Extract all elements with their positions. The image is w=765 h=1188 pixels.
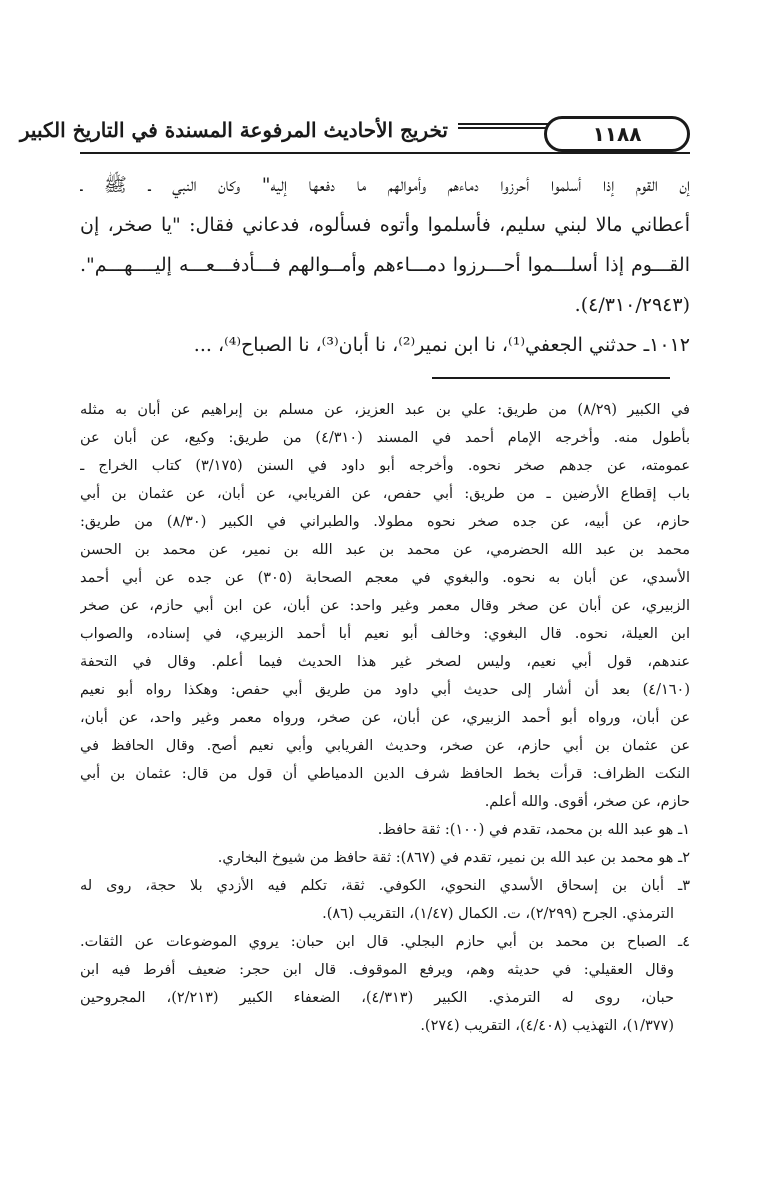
footnote-line: بأطول منه. وأخرجه الإمام أحمد في المسند (٤/٣١٠) من طريق: وكيع، عن أبان عن	[80, 430, 690, 446]
main-line-3: القـــوم إذا أسلـــموا أحـــرزوا دمـــاءهم وأمــوالهم فـــأدفـــعـــه إليــــهـــم".	[80, 254, 690, 276]
footnote-4: ٤ـ الصباح بن محمد بن أبي حازم البجلي. قال ابن حبان: يروي الموضوعات عن الثقات.	[80, 934, 690, 950]
footnote-line: عندهم، قول أبي نعيم، وليس لصخر غير هذا الحديث فيما أعلم. وقال في التحفة	[80, 654, 690, 670]
footnote-line: باب إقطاع الأرضين ـ من طريق: أبي حفص، عن الفريابي، عن أبان، عن عثمان بن أبي	[80, 486, 690, 502]
header-underline	[80, 152, 690, 154]
main-line-4: (٤/٣١٠/٢٩٤٣).	[574, 294, 690, 316]
header-rule	[458, 123, 548, 129]
footnote-divider	[432, 377, 670, 379]
footnote-line: الزبيري، عن أبان عن صخر وقال معمر وغير واحد: عن أبان، عن ابن أبي حازم، عن صخر	[80, 598, 690, 614]
footnote-1: ١ـ هو عبد الله بن محمد، تقدم في (١٠٠): ثقة حافظ.	[377, 822, 690, 838]
main-line-2: أعطاني مالا لبني سليم، فأسلموا وأتوه فسألوه، فدعاني فقال: "يا صخر، إن	[80, 214, 690, 236]
page-number-frame	[544, 116, 690, 152]
page-number: ١١٨٨	[592, 122, 642, 146]
hadith-1012-line: ١٠١٢ـ حدثني الجعفي⁽¹⁾، نا ابن نمير⁽²⁾، نا أبان⁽³⁾، نا الصباح⁽⁴⁾، ...	[193, 334, 690, 356]
footnote-line: عن عثمان بن أبي حازم، عن صخر، وحديث الفريابي وأبي نعيم أصح. وقال الحافظ في	[80, 738, 690, 754]
footnote-4-cont: حبان، روى له الترمذي. الكبير (٤/٣١٣)، الضعفاء الكبير (٢/٢١٣)، المجروحين	[80, 990, 674, 1006]
footnote-line: عن أبان، ورواه أبو أحمد الزبيري، عن أبان، عن صخر، ورواه معمر وغير واحد، عن أبان،	[80, 710, 690, 726]
running-title: تخريج الأحاديث المرفوعة المسندة في التاريخ الكبير	[19, 118, 448, 142]
footnote-3: ٣ـ أبان بن إسحاق الأسدي النحوي، الكوفي. ثقة، تكلم فيه الأزدي بلا حجة، روى له	[80, 878, 690, 894]
footnote-line: محمد بن عبد الله الحضرمي، عن محمد بن عبد الله بن نمير، عن محمد بن الحسن	[80, 542, 690, 558]
page-header	[19, 112, 690, 156]
footnote-4-cont: وقال العقيلي: في حديثه وهم، ويرفع الموقوف. قال ابن حجر: ضعيف أفرط فيه ابن	[80, 962, 674, 978]
footnotes	[80, 396, 690, 1040]
footnote-3-cont: الترمذي. الجرح (٢/٢٩٩)، ت. الكمال (١/٤٧)، التقريب (٨٦).	[322, 906, 674, 922]
footnote-2: ٢ـ هو محمد بن عبد الله بن نمير، تقدم في (٨٦٧): ثقة حافظ من شيوخ البخاري.	[217, 850, 690, 866]
footnote-line: في الكبير (٨/٢٩) من طريق: علي بن عبد العزيز، عن مسلم بن إبراهيم عن أبان به مثله	[80, 402, 690, 418]
footnote-line: حازم، عن أبيه، عن جده صخر نحوه مطولا. والطبراني في الكبير (٨/٣٠) من طريق:	[80, 514, 690, 530]
footnote-line: (٤/١٦٠) بعد أن أشار إلى حديث أبي داود من طريق أبي حفص: وهكذا رواه أبو نعيم	[80, 682, 690, 698]
footnote-line: حازم، عن صخر، أقوى. والله أعلم.	[484, 794, 690, 810]
main-text	[80, 165, 690, 365]
footnote-line: النكت الظراف: قرأت بخط الحافظ شرف الدين الدمياطي أن قول من قال: عثمان بن أبي	[80, 766, 690, 782]
main-line-1: إن القوم إذا أسلموا أحرزوا دماءهم وأموالهم ما دفعها إليه" وكان النبي ـ ﷺ ـ	[80, 174, 690, 196]
footnote-line: الأسدي، عن أبان به نحوه. والبغوي في معجم الصحابة (٣٠٥) عن جده عن أبي أحمد	[80, 570, 690, 586]
footnote-line: عمومته، عن جدهم صخر نحوه. وأخرجه أبو داود في السنن (٣/١٧٥) كتاب الخراج ـ	[80, 458, 690, 474]
footnote-line: ابن العيلة، نحوه. قال البغوي: وخالف أبو نعيم أبا أحمد الزبيري، في إسناده، والصواب	[80, 626, 690, 642]
footnote-4-cont: (١/٣٧٧)، التهذيب (٤/٤٠٨)، التقريب (٢٧٤).	[420, 1018, 674, 1034]
